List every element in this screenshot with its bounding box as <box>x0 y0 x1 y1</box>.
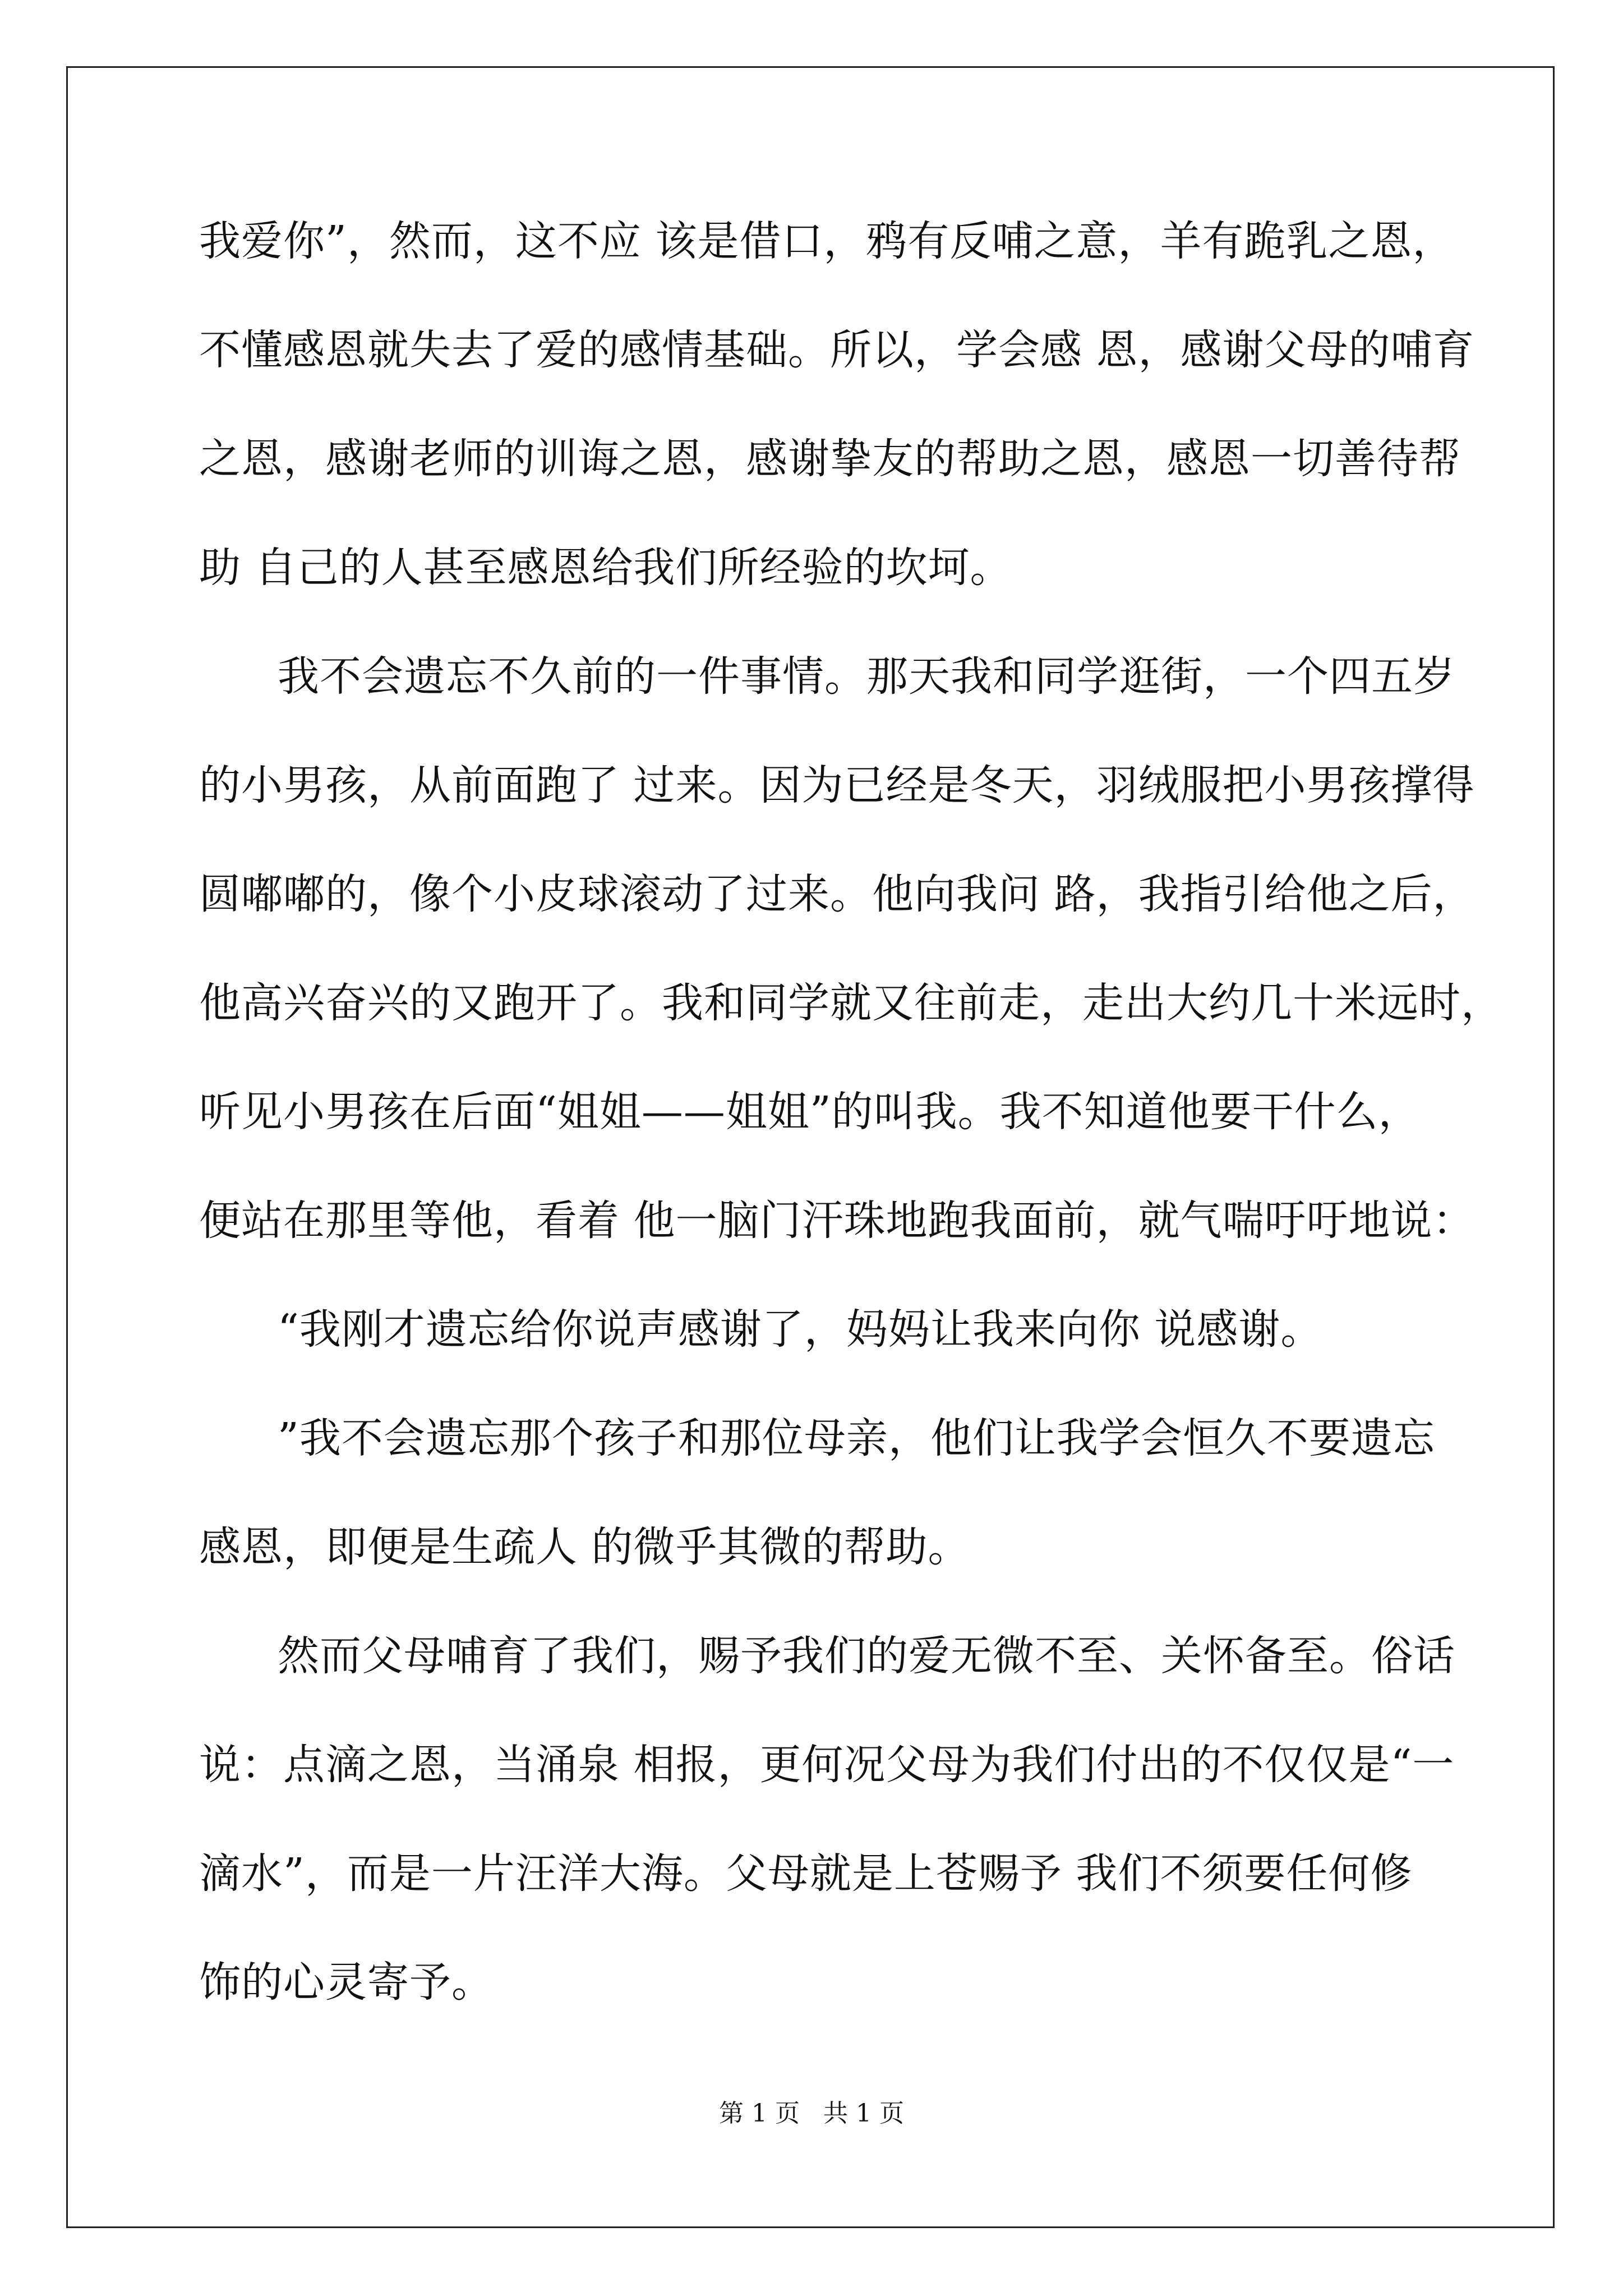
text-line: 我爱你”，然而，这不应 该是借口，鸦有反哺之意，羊有跪乳之恩， <box>199 217 1455 265</box>
text-line: 滴水”，而是一片汪洋大海。父母就是上苍赐予 我们不须要任何修 <box>199 1849 1413 1898</box>
page-border <box>66 66 1555 2228</box>
text-line: 感恩，即便是生疏人 的微乎其微的帮助。 <box>199 1523 970 1571</box>
text-line: 然而父母哺育了我们，赐予我们的爱无微不至、关怀备至。俗话 <box>278 1632 1455 1680</box>
text-line: “我刚才遗忘给你说声感谢了，妈妈让我来向你 说感谢。 <box>278 1305 1323 1354</box>
text-line: 我不会遗忘不久前的一件事情。那天我和同学逛街，一个四五岁 <box>278 652 1455 701</box>
text-line: 便站在那里等他，看着 他一脑门汗珠地跑我面前，就气喘吁吁地说： <box>199 1197 1475 1245</box>
text-line: 的小男孩，从前面跑了 过来。因为已经是冬天，羽绒服把小男孩撑得 <box>199 761 1475 809</box>
text-line: 圆嘟嘟的，像个小皮球滚动了过来。他向我问 路，我指引给他之后， <box>199 870 1475 918</box>
text-line: ”我不会遗忘那个孩子和那位母亲，他们让我学会恒久不要遗忘 <box>278 1414 1435 1462</box>
text-line: 不懂感恩就失去了爱的感情基础。所以，学会感 恩，感谢父母的哺育 <box>199 326 1475 374</box>
text-line: 饰的心灵寄予。 <box>199 1958 494 2007</box>
text-line: 说：点滴之恩，当涌泉 相报，更何况父母为我们付出的不仅仅是“一 <box>199 1741 1455 1789</box>
text-line: 之恩，感谢老师的训诲之恩，感谢挚友的帮助之恩，感恩一切善待帮 <box>199 435 1461 483</box>
page-footer: 第 1 页 共 1 页 <box>719 2099 904 2128</box>
text-line: 助 自己的人甚至感恩给我们所经验的坎坷。 <box>199 544 1012 592</box>
text-line: 听见小男孩在后面“姐姐——姐姐”的叫我。我不知道他要干什么， <box>199 1088 1421 1136</box>
text-line: 他高兴奋兴的又跑开了。我和同学就又往前走，走出大约几十米远时， <box>199 979 1503 1027</box>
